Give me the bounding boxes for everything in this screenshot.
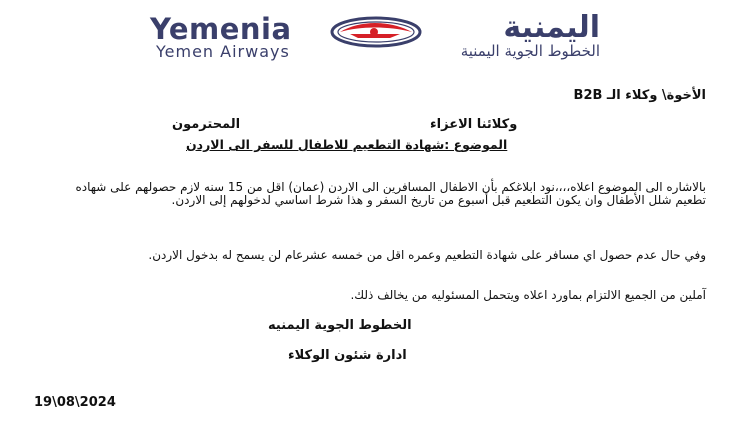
logo-english-wordmark: Yemenia	[150, 12, 292, 46]
logo-english-subtitle: Yemen Airways	[156, 42, 290, 61]
salutation-agents: وكلائنا الاعزاء	[430, 117, 518, 132]
logo-arabic-wordmark: اليمنية	[503, 10, 600, 45]
body-paragraph-requirement: بالاشاره الى الموضوع اعلاه،،،،نود ابلاغكم بأن الاطفال المسافرين الى الاردن (عمان) اقل من 15 سنه لازم حصولهم على شهاده تطعيم شلل الأطفال وان يكون التطعيم قبل أسبوع من تاريخ السفر و هذا شرط اساسي لدخولهم إلى الاردن.	[75, 180, 706, 207]
addressee-line: الأخوة\ وكلاء الـ B2B	[573, 88, 706, 103]
letter-date: 19\08\2024	[34, 395, 116, 410]
body-paragraph-compliance: آملين من الجميع الالتزام بماورد اعلاه ويتحمل المسئوليه من يخالف ذلك.	[350, 288, 706, 302]
yemenia-logo	[150, 10, 610, 62]
signature-company: الخطوط الجوية اليمنيه	[268, 318, 412, 333]
body-paragraph-denial: وفي حال عدم حصول اي مسافر على شهادة التطعيم وعمره اقل من خمسه عشرعام لن يسمح له بدخول الاردن.	[148, 248, 706, 262]
logo-arabic-subtitle: الخطوط الجوية اليمنية	[460, 42, 600, 60]
signature-department: ادارة شئون الوكلاء	[288, 348, 407, 363]
salutation-respected: المحترمون	[172, 117, 241, 132]
subject-line: الموضوع :شهادة التطعيم للاطفال للسفر الى الاردن	[186, 137, 508, 152]
airline-emblem-icon	[330, 16, 422, 48]
